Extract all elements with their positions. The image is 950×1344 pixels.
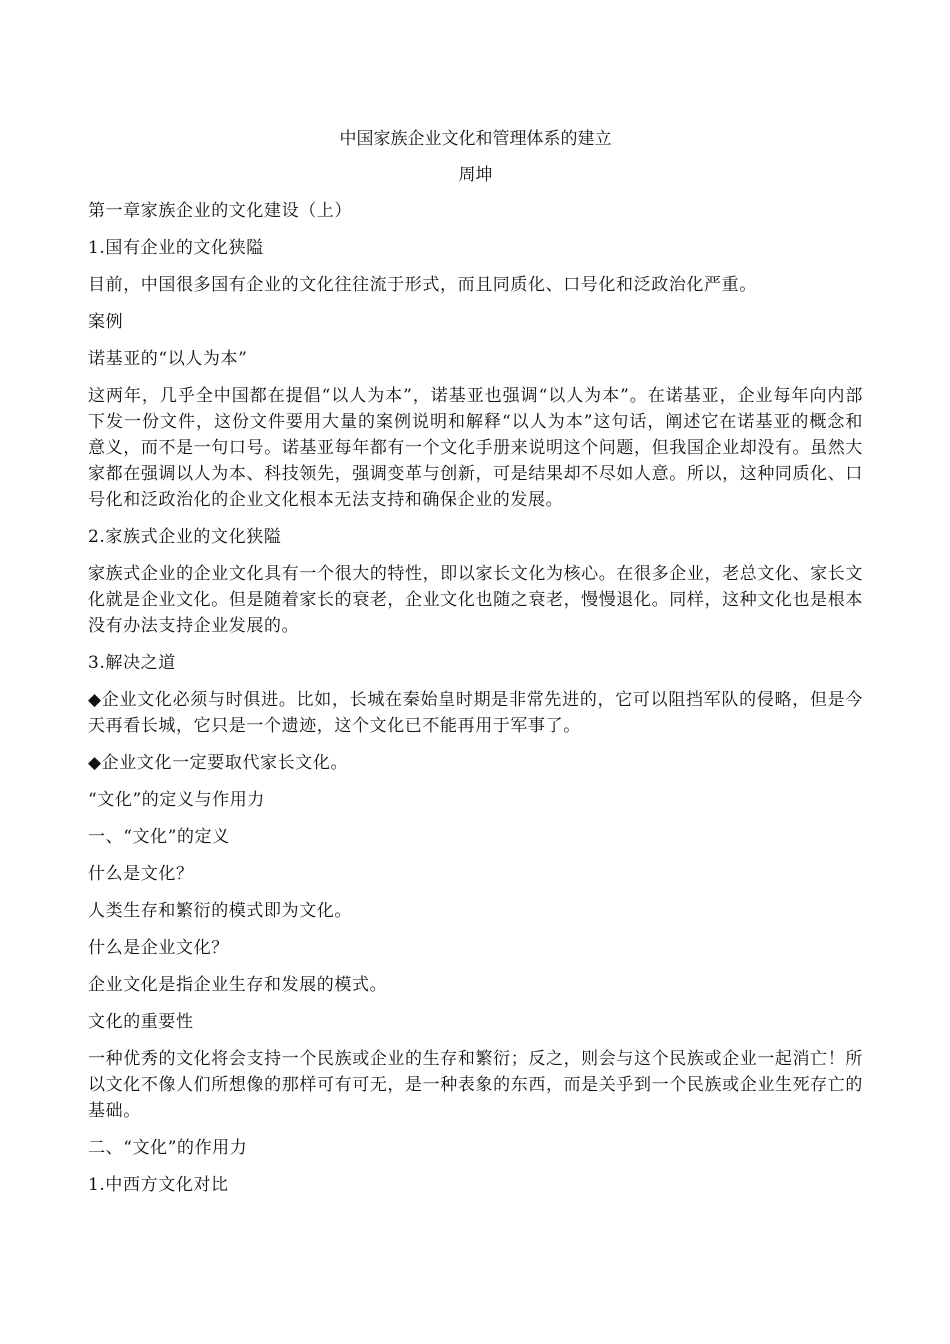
- subsection-heading: 二、“文化”的作用力: [88, 1138, 248, 1158]
- section-heading: “文化”的定义与作用力: [88, 790, 265, 810]
- bullet-paragraph: ◆企业文化一定要取代家长文化。: [88, 753, 349, 773]
- document-author: 周坤: [458, 165, 493, 185]
- question: 什么是文化？: [88, 864, 194, 884]
- document-page: [88, 126, 863, 1209]
- subsection-heading: 文化的重要性: [88, 1012, 194, 1032]
- section-heading: 3.解决之道: [88, 653, 176, 673]
- bullet-paragraph: ◆企业文化必须与时俱进。比如，长城在秦始皇时期是非常先进的，它可以阻挡军队的侵略，但是今天再看长城，它只是一个遗迹，这个文化已不能再用于军事了。: [88, 690, 863, 736]
- document-title: 中国家族企业文化和管理体系的建立: [339, 129, 612, 149]
- paragraph: 家族式企业的企业文化具有一个很大的特性，即以家长文化为核心。在很多企业，老总文化、家长文化就是企业文化。但是随着家长的衰老，企业文化也随之衰老，慢慢退化。同样，这种文化也是根本没有办法支持企业发展的。: [88, 564, 863, 636]
- section-heading: 1.中西方文化对比: [88, 1175, 229, 1195]
- paragraph: 目前，中国很多国有企业的文化往往流于形式，而且同质化、口号化和泛政治化严重。: [88, 275, 757, 295]
- answer: 人类生存和繁衍的模式即为文化。: [88, 901, 352, 921]
- section-heading: 1.国有企业的文化狭隘: [88, 238, 264, 258]
- chapter-heading: 第一章家族企业的文化建设（上）: [88, 201, 352, 221]
- answer: 企业文化是指企业生存和发展的模式。: [88, 975, 388, 995]
- case-title: 诺基亚的“以人为本”: [88, 349, 248, 369]
- paragraph: 这两年，几乎全中国都在提倡“以人为本”，诺基亚也强调“以人为本”。在诺基亚，企业每年向内部下发一份文件，这份文件要用大量的案例说明和解释“以人为本”这句话，阐述它在诺基亚的概念和意义，而不是一句口号。诺基亚每年都有一个文化手册来说明这个问题，但我国企业却没有。虽然大家都在强调以人为本、科技领先，强调变革与创新，可是结果却不尽如人意。所以，这种同质化、口号化和泛政治化的企业文化根本无法支持和确保企业的发展。: [88, 386, 863, 510]
- section-heading: 2.家族式企业的文化狭隘: [88, 527, 282, 547]
- subsection-heading: 一、“文化”的定义: [88, 827, 230, 847]
- case-label: 案例: [88, 312, 124, 332]
- question: 什么是企业文化？: [88, 938, 229, 958]
- paragraph: 一种优秀的文化将会支持一个民族或企业的生存和繁衍；反之，则会与这个民族或企业一起消亡！所以文化不像人们所想像的那样可有可无，是一种表象的东西，而是关乎到一个民族或企业生死存亡的基础。: [88, 1049, 863, 1121]
